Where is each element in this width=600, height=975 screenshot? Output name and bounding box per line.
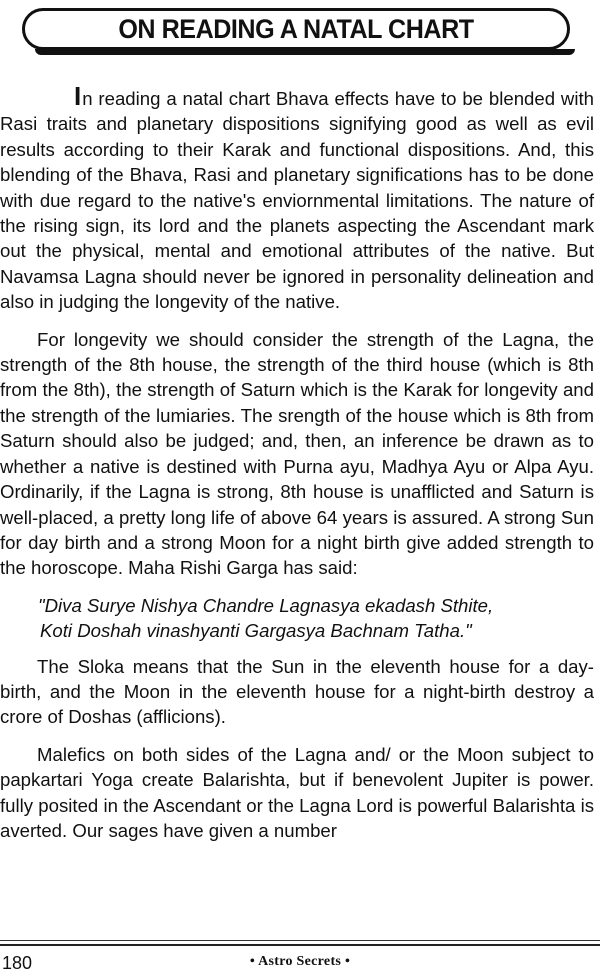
paragraph-intro-text: n reading a natal chart Bhava effects have to be blended with Rasi traits and planetary dispositions signifying good as well as evil results according to their Karak and functional dispositions. And, this blending of the Bhava, Rasi and planetary significations has to be done with due regard to the native's enviornmental limitations. The nature of the rising sign, its lord and the planets aspecting the Ascendant mark out the physical, mental and emotional attributes of the native. But Navamsa Lagna should never be ignored in personality delineation and also in judging the longevity of the native.	[0, 88, 594, 313]
chapter-title-banner	[22, 8, 570, 50]
paragraph-balarishta: Malefics on both sides of the Lagna and/ or the Moon subject to papkartari Yoga create Balarishta, but if benevolent Jupiter is power. fully posited in the Ascendant or the Lagna Lord is powerful Balarishta is averted. Our sages have given a number	[0, 743, 594, 841]
chapter-title: ON READING A NATAL CHART	[118, 13, 474, 44]
footer-rule-thin	[0, 940, 600, 941]
drop-cap: I	[74, 81, 82, 111]
page-footer	[0, 953, 600, 973]
footer-rule-thick	[0, 944, 600, 946]
paragraph-intro	[0, 81, 594, 315]
paragraph-longevity: For longevity we should consider the strength of the Lagna, the strength of the 8th house, the strength of the third house (which is 8th from the 8th), the strength of Saturn which is the Karak for longevity and the strength of the lumiaries. The srength of the house which is 8th from Saturn should also be judged; and, then, an inference be drawn as to whether a native is destined with Purna ayu, Madhya Ayu or Alpa Ayu. Ordinarily, if the Lagna is strong, 8th house is unafflicted and Saturn is well-placed, a pretty long life of above 64 years is assured. A strong Sun for day birth and a strong Moon for a night birth give added strength to the horoscope. Maha Rishi Garga has said:	[0, 328, 594, 579]
sloka-line-2: Koti Doshah vinashyanti Gargasya Bachnam Tatha."	[40, 620, 472, 642]
page-number: 180	[2, 953, 33, 973]
sloka-line-1: "Diva Surye Nishya Chandre Lagnasya ekadash Sthite,	[38, 594, 494, 616]
running-title: • Astro Secrets •	[249, 954, 351, 969]
sloka-quote	[38, 593, 594, 644]
paragraph-sloka-meaning: The Sloka means that the Sun in the eleventh house for a day-birth, and the Moon in the eleventh house for a night-birth destroy a crore of Doshas (afflicions).	[0, 655, 594, 728]
page-body	[0, 81, 594, 843]
